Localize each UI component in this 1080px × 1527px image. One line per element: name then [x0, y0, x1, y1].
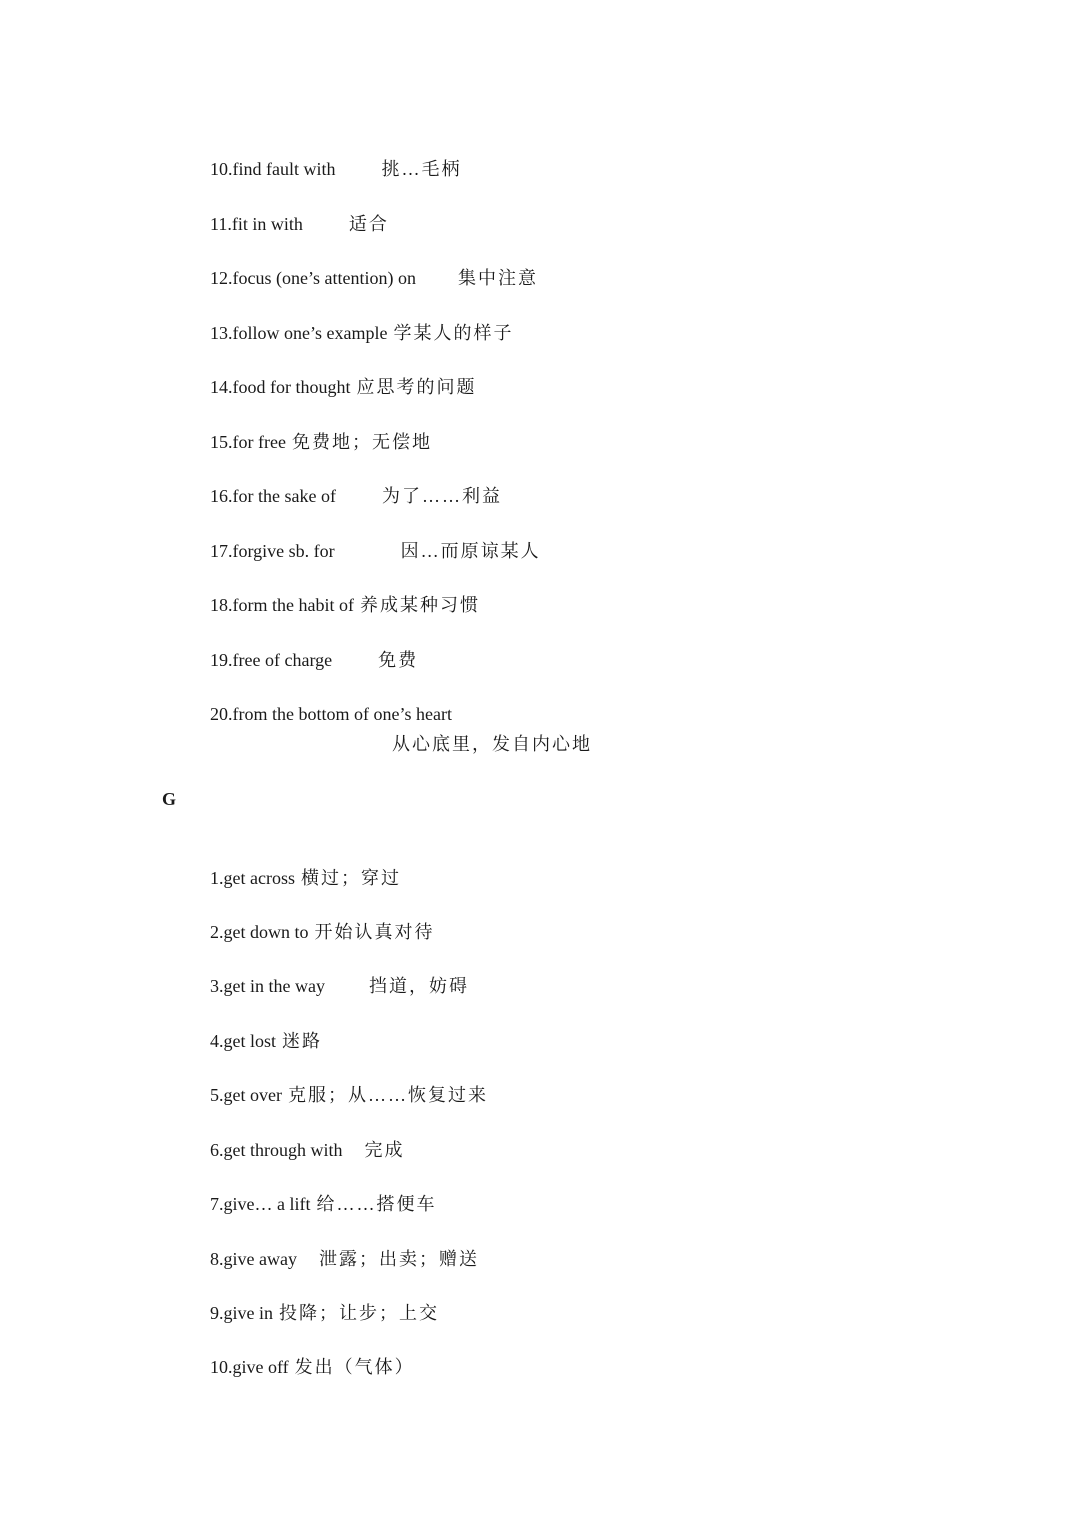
list-item — [201, 678, 458, 726]
list-item — [201, 1168, 436, 1216]
list-item — [201, 569, 480, 617]
phrase-en: 13.follow one’s example — [210, 323, 388, 343]
phrase-zh: 迷路 — [282, 1031, 322, 1051]
phrase-en: 10.give off — [210, 1357, 289, 1377]
phrase-en: 10.find fault with — [210, 159, 336, 179]
phrase-en: 5.get over — [210, 1085, 282, 1105]
phrase-en: 3.get in the way — [210, 976, 325, 996]
phrase-en: 4.get lost — [210, 1031, 276, 1051]
phrase-en: 19.free of charge — [210, 650, 333, 670]
phrase-zh: 免费 — [378, 650, 419, 670]
list-item — [201, 842, 401, 890]
list-item — [201, 896, 435, 944]
list-item — [201, 1005, 322, 1053]
list-item — [201, 950, 469, 998]
list-item — [201, 406, 432, 454]
list-item — [201, 460, 502, 508]
phrase-zh: 开始认真对待 — [314, 922, 435, 942]
phrase-zh-continuation: 从心底里，发自内心地 — [392, 734, 592, 754]
phrase-zh: 为了……利益 — [381, 486, 502, 506]
phrase-en: 12.focus (one’s attention) on — [210, 268, 416, 288]
phrase-en: 14.food for thought — [210, 377, 351, 397]
phrase-zh: 挑…毛柄 — [381, 159, 462, 179]
phrase-en: 2.get down to — [210, 922, 309, 942]
phrase-zh: 学某人的样子 — [393, 323, 514, 343]
phrase-zh: 泄露；出卖；赠送 — [318, 1249, 479, 1269]
list-item — [201, 297, 513, 345]
phrase-en: 8.give away — [210, 1249, 297, 1269]
phrase-zh: 集中注意 — [457, 268, 538, 288]
list-item — [201, 1059, 488, 1107]
phrase-en: 18.form the habit of — [210, 595, 354, 615]
list-item — [201, 188, 389, 236]
list-item — [201, 242, 538, 290]
list-item — [201, 1223, 479, 1271]
phrase-zh: 横过；穿过 — [300, 868, 401, 888]
list-item — [201, 515, 541, 563]
phrase-en: 17.forgive sb. for — [210, 541, 335, 561]
list-item — [201, 1331, 415, 1379]
list-item — [201, 1277, 439, 1325]
phrase-en: 15.for free — [210, 432, 286, 452]
phrase-zh: 免费地；无偿地 — [291, 432, 432, 452]
phrase-en: 1.get across — [210, 868, 295, 888]
phrase-zh: 挡道，妨碍 — [368, 976, 469, 996]
phrase-zh: 适合 — [348, 214, 389, 234]
list-item — [201, 133, 461, 181]
phrase-en: 20.from the bottom of one’s heart — [210, 704, 452, 724]
phrase-zh: 养成某种习惯 — [359, 595, 480, 615]
phrase-zh: 完成 — [364, 1140, 405, 1160]
phrase-zh: 给……搭便车 — [316, 1194, 437, 1214]
phrase-zh: 发出（气体） — [294, 1357, 415, 1377]
phrase-en: 6.get through with — [210, 1140, 343, 1160]
phrase-en: 9.give in — [210, 1303, 273, 1323]
phrase-zh: 应思考的问题 — [356, 377, 477, 397]
list-item — [201, 351, 476, 399]
phrase-en: 7.give… a lift — [210, 1194, 311, 1214]
phrase-zh: 因…而原谅某人 — [400, 541, 541, 561]
list-item — [201, 1114, 405, 1162]
phrase-en: 16.for the sake of — [210, 486, 336, 506]
phrase-en: 11.fit in with — [210, 214, 303, 234]
phrase-zh: 投降；让步；上交 — [279, 1303, 439, 1323]
phrase-zh: 克服；从……恢复过来 — [287, 1085, 488, 1105]
section-letter: G — [162, 789, 177, 809]
list-item — [201, 624, 418, 672]
